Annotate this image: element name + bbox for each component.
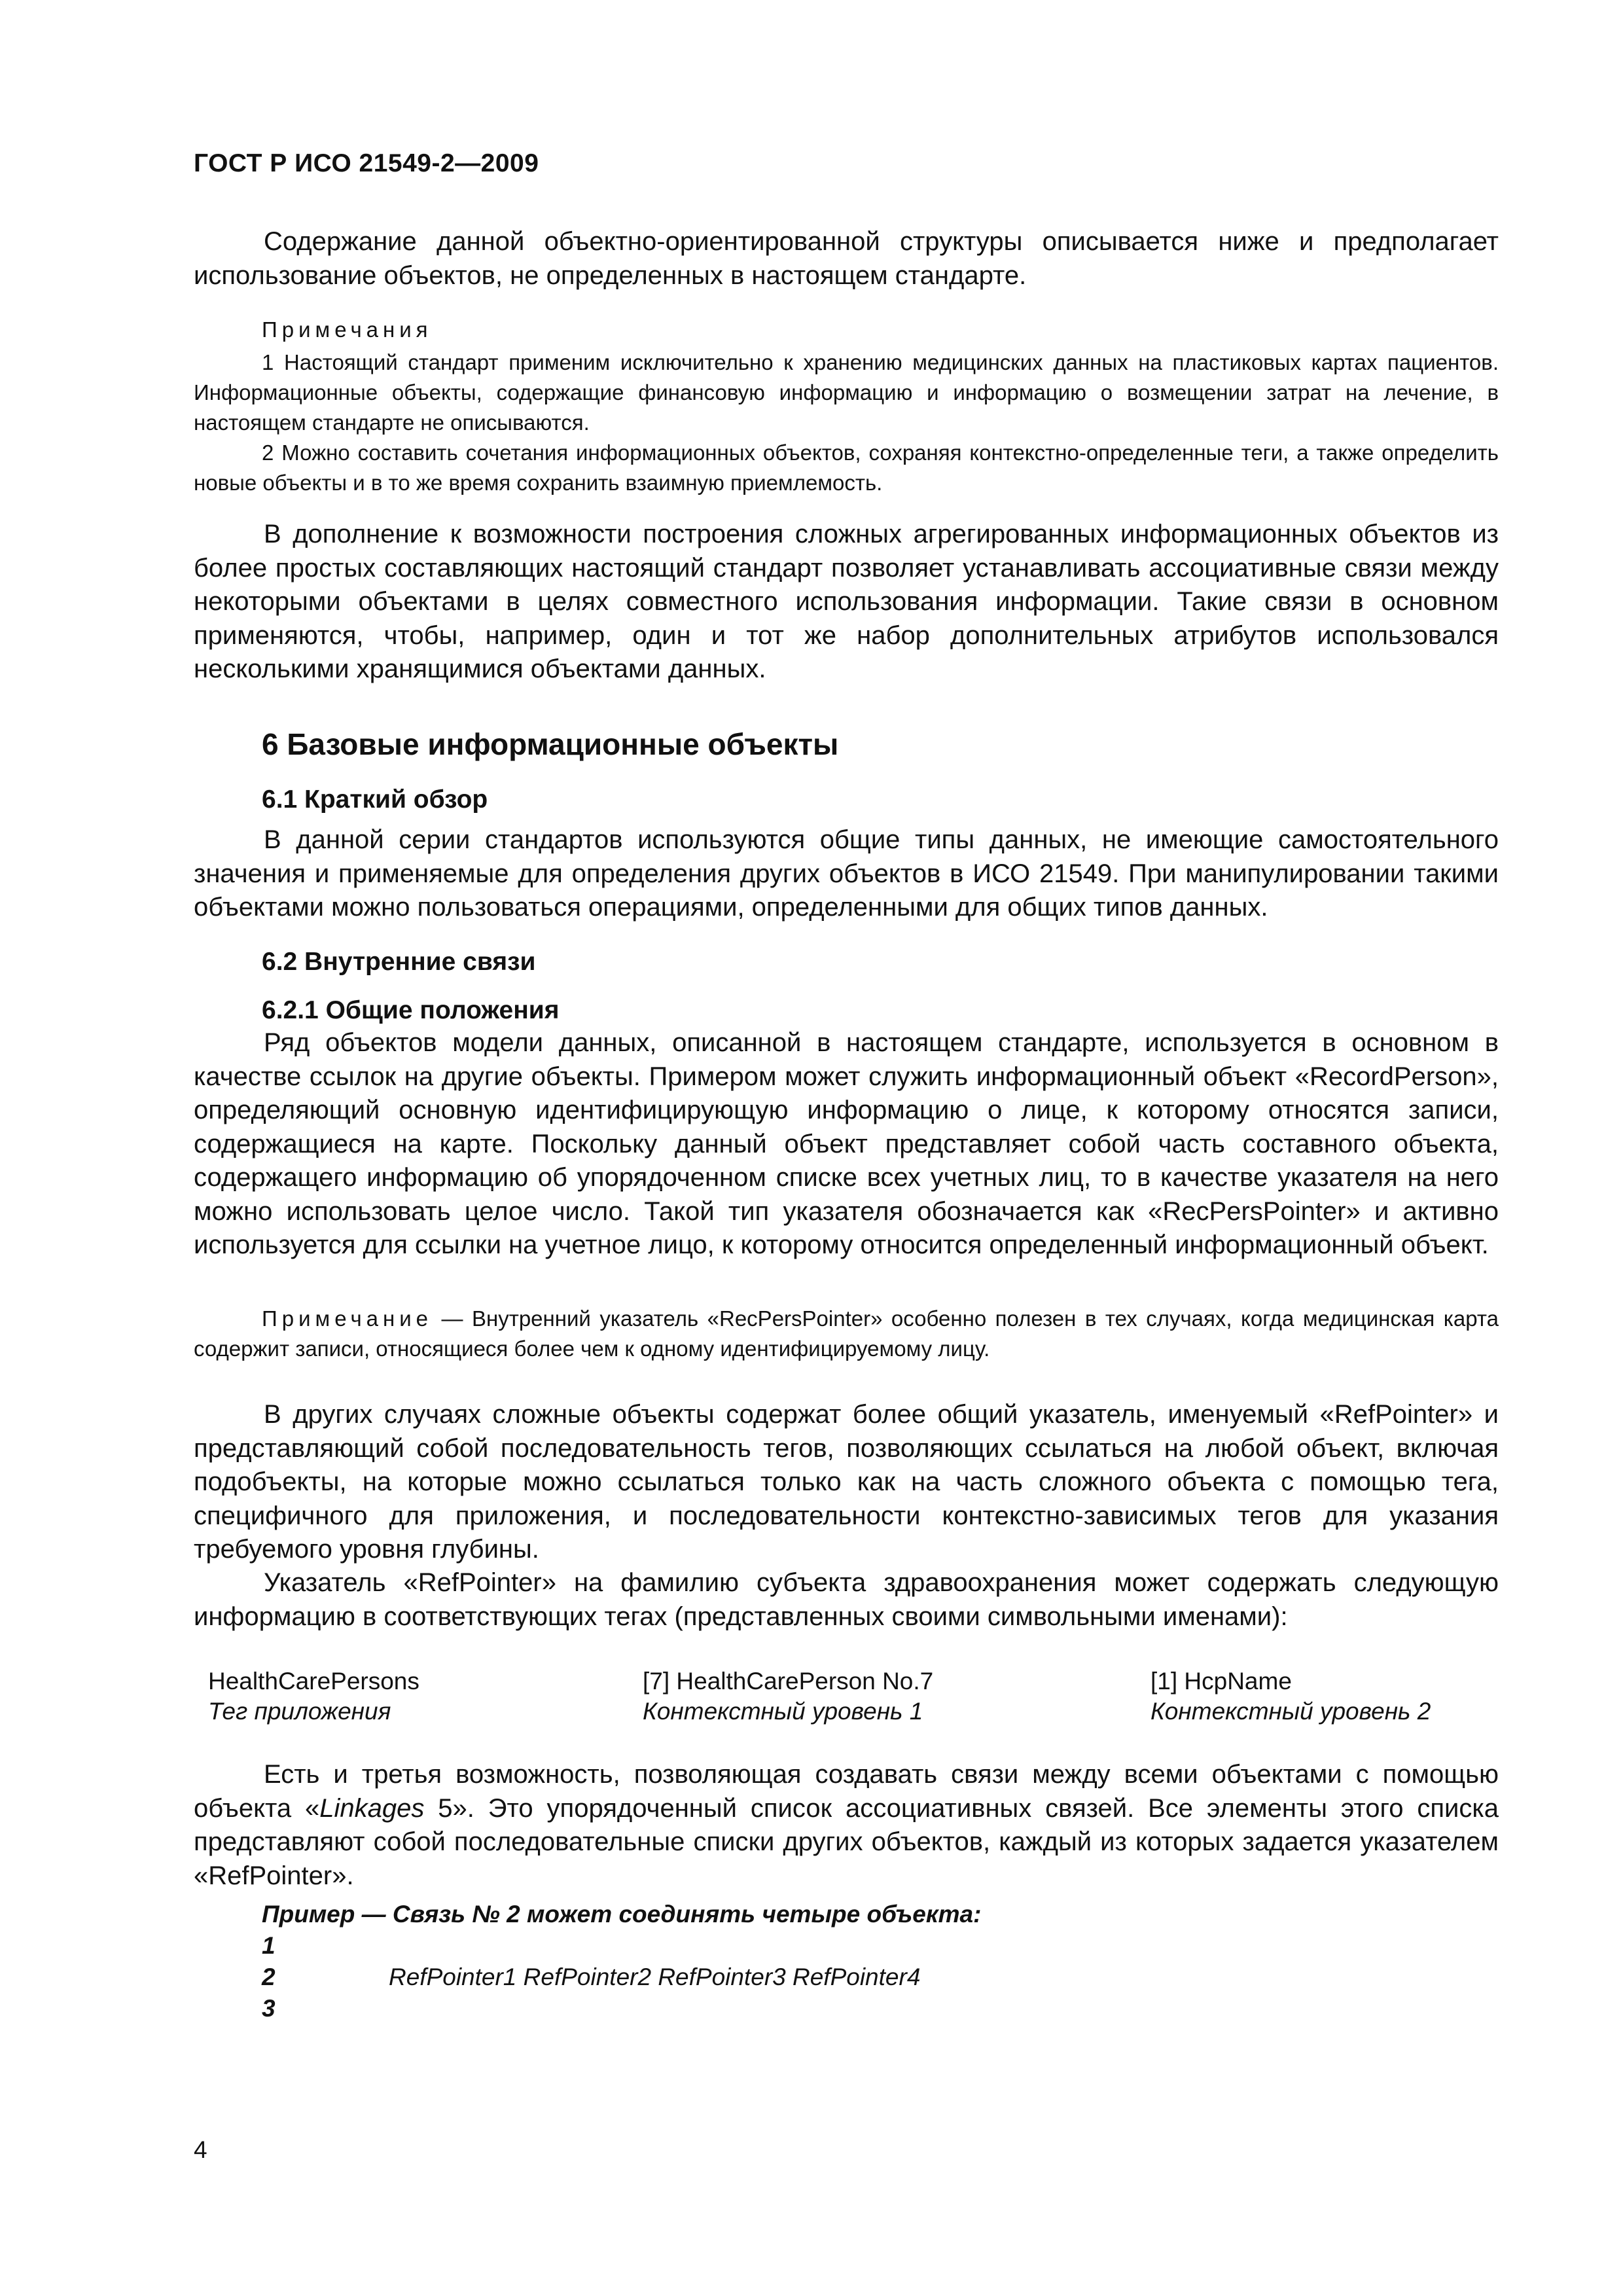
section-6-2-title: 6.2 Внутренние связи [262,948,536,976]
section-6-2-1-title: 6.2.1 Общие положения [262,996,560,1024]
associations-paragraph: В дополнение к возможности построения сложных агрегированных информационных объектов из более простых составляющих настоящий стандарт позволяет устанавливать ассоциативные связи между некоторыми объектами в целях совместного использования информации. Такие связи в основном применяются, чтобы, например, один и тот же набор дополнительных атрибутов использовался несколькими хранящимися объектами данных. [194,520,1499,683]
page-number: 4 [194,2136,207,2163]
note-2: 2 Можно составить сочетания информационных объектов, сохраняя контекстно-определенные теги, а также определить новые объекты и в то же время сохранить взаимную приемлемость. [194,440,1499,495]
linkages-text-after: 5». Это упорядоченный список ассоциативных связей. Все элементы этого списка представляют собой последовательные списки других объектов, каждый из которых задается указателем «RefPointer». [194,1793,1499,1890]
note-label: Примечание [262,1306,433,1331]
tag-column-3 [1150,1666,1431,1727]
example-title: Пример — Связь № 2 может соединять четыре объекта: [262,1901,982,1928]
section-6-1-text: В данной серии стандартов используются общие типы данных, не имеющие самостоятельного значения и применяемые для определения других объектов в ИСО 21549. При манипулировании такими объектами можно пользоваться операциями, определенными для общих типов данных. [194,825,1499,922]
tag-value: [7] HealthCarePerson No.7 [643,1668,934,1695]
example-row-number: 2 [262,1964,276,1990]
tag-label: Контекстный уровень 1 [643,1698,923,1725]
tag-label: Тег приложения [208,1698,391,1725]
section-6-2-1-text: Ряд объектов модели данных, описанной в настоящем стандарте, используется в основном в качестве ссылок на другие объекты. Примером может служить информационный объект «RecordPerson», определяющий основную идентифицирующую информацию о лице, к которому относятся записи, содержащиеся на карте. Поскольку данный объект представляет собой часть составного объекта, содержащего информацию об упорядоченном списке всех учетных лиц, то в качестве указателя на него можно использовать целое число. Такой тип указателя обозначается как «RecPersPointer» и активно используется для ссылки на учетное лицо, к которому относится определенный информационный объект. [194,1028,1499,1259]
refpointer-info-paragraph: Указатель «RefPointer» на фамилию субъекта здравоохранения может содержать следующую информацию в соответствующих тегах (представленных своими символьными именами): [194,1568,1499,1631]
tag-column-2 [643,1666,933,1727]
intro-paragraph: Содержание данной объектно-ориентированной структуры описывается ниже и предполагает использование объектов, не определенных в настоящем стандарте. [194,227,1499,290]
tag-column-1 [208,1666,419,1727]
example-row-text: RefPointer1 RefPointer2 RefPointer3 RefPointer4 [389,1964,921,1990]
notes-title: Примечания [262,317,433,342]
section-6-1-title: 6.1 Краткий обзор [262,785,488,814]
document-header: ГОСТ Р ИСО 21549-2—2009 [194,149,539,177]
linkages-paragraph [194,1758,1499,1893]
tag-value: HealthCarePersons [208,1668,419,1695]
linkages-term: Linkages [319,1793,425,1823]
tag-label: Контекстный уровень 2 [1150,1698,1431,1725]
note-text: — Внутренний указатель «RecPersPointer» особенно полезен в тех случаях, когда медицинская карта содержит записи, относящиеся более чем к одному идентифицируемому лицу. [194,1306,1499,1361]
section-6-title: 6 Базовые информационные объекты [262,727,839,761]
example-row-number: 1 [262,1932,276,1959]
linkages-text-before: Есть и третья возможность, позволяющая создавать связи между всеми объектами с помощью объекта « [194,1760,1499,1823]
recpers-note [194,1304,1499,1364]
refpointer-paragraph: В других случаях сложные объекты содержат более общий указатель, именуемый «RefPointer» и представляющий собой последовательность тегов, позволяющих ссылаться на любой объект, включая подобъекты, на которые можно ссылаться только как на часть сложного объекта с помощью тега, специфичного для приложения, и последовательности контекстно-зависимых тегов для указания требуемого уровня глубины. [194,1400,1499,1564]
example-row-number: 3 [262,1995,276,2022]
tag-value: [1] HcpName [1150,1668,1292,1695]
note-1: 1 Настоящий стандарт применим исключительно к хранению медицинских данных на пластиковых картах пациентов. Информационные объекты, содержащие финансовую информацию и информацию о возмещении затрат на лечение, в настоящем стандарте не описываются. [194,350,1499,435]
